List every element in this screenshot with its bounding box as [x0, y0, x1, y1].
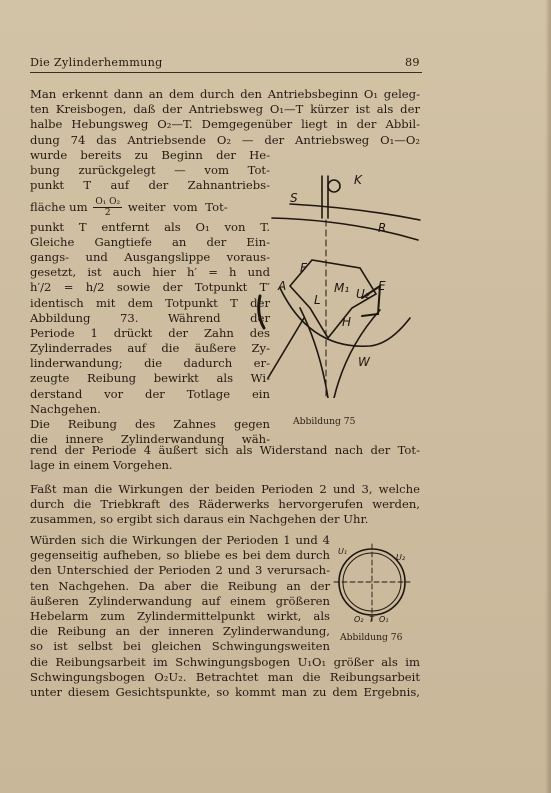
figure-76-caption: Abbildung 76: [340, 632, 403, 643]
text-line: rend der Periode 4 äußert sich als Widerstand nach der Tot-: [30, 443, 420, 457]
header-title: Die Zylinderhemmung: [30, 56, 163, 69]
figure-75-label-a: A: [278, 279, 287, 293]
figure-75-label-k: K: [354, 173, 362, 187]
text-line: derstand vor der Totlage ein: [30, 386, 270, 401]
text-line: Würden sich die Wirkungen der Perioden 1 und 4: [30, 533, 330, 547]
text-line: gegenseitig aufheben, so bliebe es bei dem durch: [30, 548, 330, 563]
figure-75-r-curve: [272, 218, 418, 240]
figure-75-axis: [322, 176, 328, 218]
text-line: bung zurückgelegt — vom Tot-: [30, 163, 270, 178]
text-line: Faßt man die Wirkungen der beiden Perioden 2 und 3, welche: [30, 482, 420, 496]
fraction: [93, 197, 122, 218]
text-line: äußeren Zylinderwandung auf einem größeren: [30, 593, 330, 608]
paragraph-1-top: [30, 87, 420, 148]
text-line: die Reibungsarbeit im Schwingungsbogen U₁O₁ größer als im: [30, 655, 420, 669]
figure-75-label-w: W: [358, 355, 370, 369]
figure-75-label-l: L: [314, 293, 321, 307]
text-line: Schwingungsbogen O₂U₂. Betrachtet man die Reibungsarbeit: [30, 670, 420, 685]
text-line: punkt T auf der Zahnantriebs-: [30, 178, 270, 193]
figure-75-k-circle: [328, 180, 340, 192]
text-line: die Reibung an der inneren Zylinderwandung,: [30, 624, 330, 639]
fraction-numerator: O₁ O₂: [95, 197, 121, 208]
fraction-denominator: 2: [104, 208, 111, 219]
figure-75-label-e: E: [378, 279, 386, 293]
figure-75-label-r: R: [378, 221, 387, 235]
figure-75-w-right: [334, 310, 380, 398]
text-line: Gleiche Gangtiefe an der Ein-: [30, 234, 270, 249]
figure-76-label-t: T: [369, 615, 374, 624]
text-line: Die Reibung des Zahnes gegen: [30, 417, 270, 431]
fraction-after: weiter vom Tot-: [127, 199, 228, 214]
paragraph-1-tail: [30, 443, 420, 473]
text-line: unter diesem Gesichtspunkte, so kommt man zu dem Ergebnis,: [30, 685, 420, 700]
text-line: identisch mit dem Totpunkt T der: [30, 295, 270, 310]
text-line: zusammen, so ergibt sich daraus ein Nachgehen der Uhr.: [30, 512, 369, 527]
text-line: h′/2 = h/2 sowie der Totpunkt T′: [30, 280, 270, 295]
text-line: dung 74 das Antriebsende O₂ — der Antriebsweg O₁—O₂: [30, 132, 420, 147]
paragraph-3-full: [30, 655, 420, 701]
figure-75-label-h: H: [342, 315, 352, 329]
text-line: punkt T entfernt als O₁ von T.: [30, 219, 270, 234]
paragraph-1-narrow: [30, 148, 270, 447]
paragraph-2: [30, 482, 420, 528]
header-rule: [30, 72, 422, 73]
figure-75-label-u: U₂: [356, 287, 370, 301]
figure-75-label-m: M₁: [334, 281, 350, 295]
text-line: Abbildung 73. Während der: [30, 310, 270, 325]
text-line: zeugte Reibung bewirkt als Wi-: [30, 371, 270, 386]
figure-76-label-o1: O₁: [379, 615, 389, 624]
text-line: linderwandung; die dadurch er-: [30, 356, 270, 371]
text-line: gesetzt, ist auch hier h′ = h und: [30, 265, 270, 280]
figure-76-label-u2: U₂: [396, 553, 406, 562]
figure-75-label-f: F: [300, 261, 307, 275]
figure-75-caption: Abbildung 75: [293, 416, 356, 427]
text-line: Zylinderrades auf die äußere Zy-: [30, 341, 270, 356]
figure-76-label-o2: O₂: [354, 615, 364, 624]
text-line: den Unterschied der Perioden 2 und 3 verursach-: [30, 563, 330, 578]
text-line: so ist selbst bei gleichen Schwingungsweiten: [30, 639, 330, 654]
fraction-before: fläche um: [30, 199, 88, 214]
text-line: gangs- und Ausgangslippe voraus-: [30, 249, 270, 264]
figure-75-w-left: [300, 308, 328, 398]
figure-75-drawing: [250, 168, 430, 398]
text-line: Hebelarm zum Zylindermittelpunkt wirkt, als: [30, 608, 330, 623]
text-line: ten Kreisbogen, daß der Antriebsweg O₁—T kürzer ist als der: [30, 102, 420, 117]
figure-76-label-u1: U₁: [338, 547, 348, 556]
figure-75-label-s: S: [290, 191, 298, 205]
paragraph-3-narrow: [30, 533, 330, 655]
text-line: lage in einem Vorgehen.: [30, 458, 173, 473]
text-line: halbe Hebungsweg O₂—T. Demgegenüber liegt in der Abbil-: [30, 117, 420, 132]
page-number: 89: [405, 56, 420, 69]
text-line: durch die Triebkraft des Räderwerks hervorgerufen werden,: [30, 497, 420, 512]
text-line: ten Nachgehen. Da aber die Reibung an der: [30, 578, 330, 593]
text-line: Periode 1 drückt der Zahn des: [30, 325, 270, 340]
text-line: Nachgehen.: [30, 401, 101, 416]
text-line: wurde bereits zu Beginn der He-: [30, 148, 270, 162]
fraction-line: [30, 194, 270, 220]
figure-75-motion-arc: [259, 296, 264, 328]
figure-75-s-curve: [290, 204, 420, 220]
text-line: Man erkennt dann an dem durch den Antriebsbeginn O₁ geleg-: [30, 87, 420, 101]
text-line: die innere Zylinderwandung wäh-: [30, 432, 270, 447]
figure-76-drawing: [332, 540, 418, 626]
figure-75-leader: [268, 318, 304, 378]
